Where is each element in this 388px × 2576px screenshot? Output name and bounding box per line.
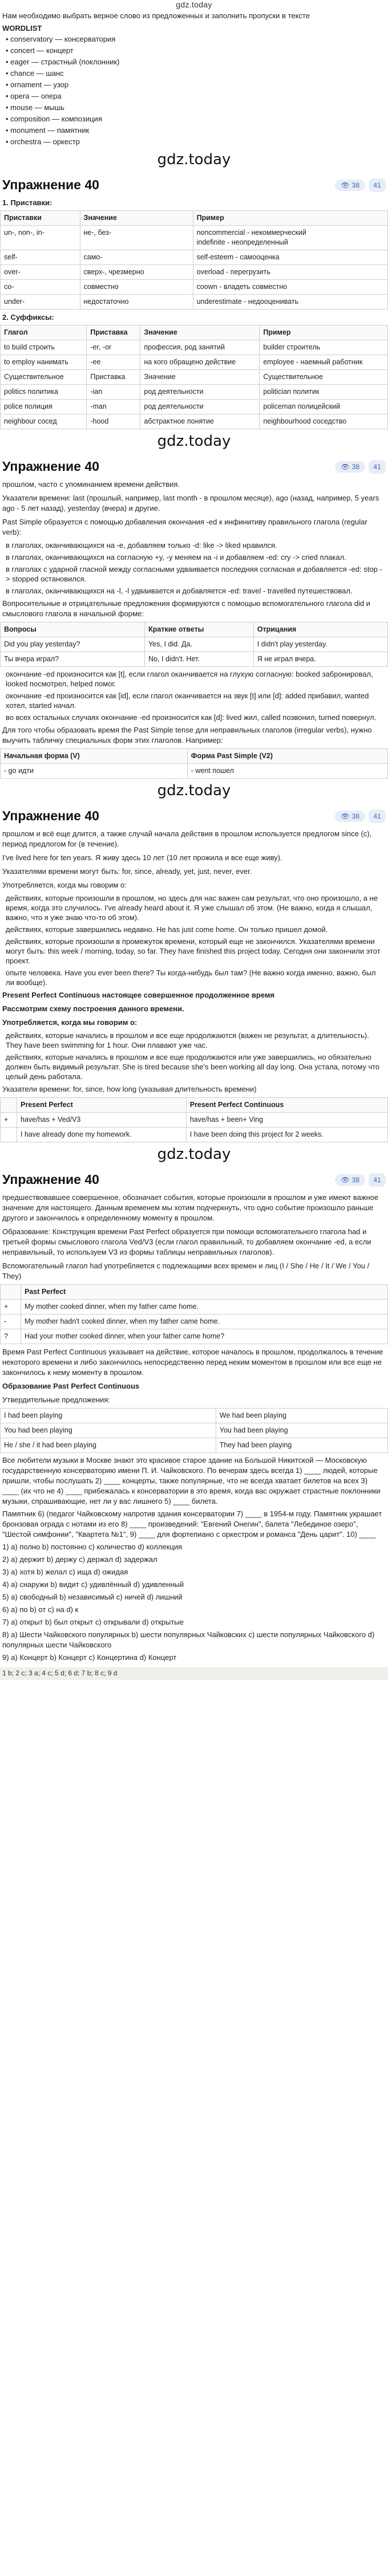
- intro: [0, 10, 388, 23]
- pp-p2: I've lived here for ten years. Я живу здесь 10 лет (10 лет прожила и все еще живу).: [2, 853, 282, 862]
- table-row: [1, 280, 388, 295]
- table-cell: Я не играл вчера.: [253, 652, 387, 667]
- answers-bar: [0, 1667, 388, 1680]
- share-button[interactable]: [369, 460, 386, 474]
- table-cell: род деятельности: [140, 385, 260, 400]
- ps-b6: окончание -ed произносится как [id], если глагол оканчивается на звук [t] или [d]: added прибавил, wanted хотел, started начал.: [6, 691, 369, 710]
- section-title: Упражнение 40: [2, 1172, 99, 1187]
- table-cell: overload - перегрузить: [193, 265, 387, 280]
- section-2: [0, 455, 388, 779]
- table-cell: -ee: [87, 355, 140, 370]
- column-header: Форма Past Simple (V2): [187, 749, 387, 764]
- wordlist-item: • opera — опера: [6, 91, 386, 102]
- table-cell: +: [1, 1300, 21, 1315]
- wordlist-item: • conservatory — консерватория: [6, 34, 386, 45]
- exercise-option: 9) a) Концерт b) Концерт c) Концертина d) Концерт: [2, 1653, 177, 1662]
- wordlist: [0, 32, 388, 149]
- table-cell: over-: [1, 265, 80, 280]
- wordlist-item: • orchestra — оркестр: [6, 136, 386, 148]
- table-row: [1, 637, 388, 652]
- wordlist-item: • eager — страстный (поклонник): [6, 56, 386, 68]
- views-badge[interactable]: [335, 811, 365, 822]
- exercise-option: 5) a) свободный b) независимый c) ничей d) лишний: [2, 1593, 183, 1601]
- table-cell: -: [1, 1315, 21, 1329]
- views-count: 38: [351, 812, 359, 820]
- table-row: [1, 385, 388, 400]
- table-cell: No, I didn't. Нет.: [145, 652, 254, 667]
- table-row: [1, 250, 388, 265]
- pf-p4: Время Past Perfect Continuous указывает на действие, которое началось в прошлом, продолжалось в течение некоторого времени и либо закончилось непосредственно перед неким моментом в прошлом или все еще не закончилось к нему моменту в прошлом.: [2, 1348, 383, 1377]
- section-tools: [335, 460, 386, 474]
- pp-b6: действиях, которые начались в прошлом и все еще продолжаются или уже завершились, но обязательно должен быть видимый результат. She is tired because she's been working all day long. Она устала, потому что целый день работала.: [6, 1053, 380, 1081]
- table-cell: My mother cooked dinner, when my father came home.: [21, 1300, 387, 1315]
- pp-b2: действиях, которые завершились недавно. He has just come home. Он только пришел домой.: [6, 925, 328, 934]
- exercise-option: 6) a) по b) от c) на d) к: [2, 1605, 79, 1614]
- wordlist-item: • chance — шанс: [6, 68, 386, 79]
- prefixes-table: [0, 210, 388, 310]
- table-cell: Yes, I did. Да.: [145, 637, 254, 652]
- table-cell: - go идти: [1, 764, 188, 779]
- table-row: [1, 1300, 388, 1315]
- exercise-text: [0, 1454, 388, 1541]
- table-cell: to employ нанимать: [1, 355, 87, 370]
- share-count: 41: [373, 462, 381, 471]
- exercise-option: 2) a) держит b) держу c) держал d) задержал: [2, 1555, 157, 1564]
- share-count: 41: [373, 812, 381, 820]
- table-row: [1, 340, 388, 355]
- table-row: [1, 1113, 388, 1128]
- table-row: [1, 400, 388, 414]
- wordlist-item: • composition — композиция: [6, 113, 386, 125]
- ps-p2: Указатели времени: last (прошлый, например, last month - в прошлом месяце), ago (назад, например, 5 years ago - 5 лет назад), yesterday (вчера) и другие.: [2, 494, 379, 512]
- table-cell: абстрактное понятие: [140, 414, 260, 429]
- wordlist-item: • ornament — узор: [6, 79, 386, 91]
- views-badge[interactable]: [335, 1174, 365, 1186]
- eye-icon: 👁: [341, 1175, 350, 1184]
- pf-p6: Утвердительные предложения:: [2, 1395, 110, 1404]
- column-header: Приставка: [87, 370, 140, 385]
- share-button[interactable]: [369, 809, 386, 823]
- section-header: [0, 174, 388, 196]
- views-count: 38: [351, 181, 359, 189]
- watermark: [0, 780, 388, 801]
- pp-p8: Указатели времени: for, since, how long (указывая длительность времени): [2, 1085, 257, 1093]
- ps-p4: Вопросительные и отрицательные предложения формируются с помощью вспомогательного глагола did и смыслового глагола в начальной форме:: [2, 599, 370, 618]
- table-cell: He / she / it had been playing: [1, 1438, 216, 1453]
- column-header: Существительное: [1, 370, 87, 385]
- column-header: Отрицания: [253, 622, 387, 637]
- table-cell: род деятельности: [140, 400, 260, 414]
- column-header: Past Perfect: [21, 1285, 387, 1300]
- section-title: Упражнение 40: [2, 459, 99, 474]
- section-4: [0, 1169, 388, 1664]
- table-row: [1, 355, 388, 370]
- table-cell: politician политик: [260, 385, 388, 400]
- table-row: [1, 265, 388, 280]
- suffixes-table: [0, 325, 388, 429]
- table-cell: under-: [1, 295, 80, 310]
- table-cell: I didn't play yesterday.: [253, 637, 387, 652]
- column-header: Краткие ответы: [145, 622, 254, 637]
- views-count: 38: [351, 462, 359, 471]
- column-header: Пример: [193, 211, 387, 226]
- section-title: Упражнение 40: [2, 808, 99, 823]
- column-header: Present Perfect Continuous: [186, 1098, 387, 1113]
- table-cell: They had been playing: [216, 1438, 387, 1453]
- table-cell: My mother hadn't cooked dinner, when my father came home.: [21, 1315, 387, 1329]
- section-header: [0, 455, 388, 478]
- table-cell: employee - наемный работник: [260, 355, 388, 370]
- irregular-table: [0, 748, 388, 779]
- column-header: [1, 1285, 21, 1300]
- table-row: [1, 414, 388, 429]
- prefixes-subtitle: 1. Приставки:: [2, 198, 52, 207]
- table-cell: +: [1, 1113, 17, 1128]
- pp-p1: прошлом и всё еще длится, а также случай начала действия в прошлом используется предлогом since (с), период предлогом for (в течение).: [2, 829, 372, 848]
- views-badge[interactable]: [335, 180, 365, 191]
- intro-text: Нам необходимо выбрать верное слово из предложенных и заполнить пропуски в тексте: [2, 11, 310, 20]
- section-3: [0, 805, 388, 1142]
- section-tools: [335, 178, 386, 192]
- table-row: [1, 1128, 388, 1142]
- eye-icon: 👁: [341, 812, 350, 820]
- table-cell: само-: [80, 250, 193, 265]
- table-cell: на кого обращено действие: [140, 355, 260, 370]
- table-row: [1, 226, 388, 250]
- pp-p7: Употребляется, когда мы говорим о:: [2, 1018, 138, 1027]
- ps-b2: в глаголах, оканчивающихся на согласную +y, -y меняем на -i и добавляем -ed: cry -> cried плакал.: [6, 553, 346, 561]
- section-header: [0, 805, 388, 827]
- table-cell: -hood: [87, 414, 140, 429]
- watermark-text: gdz.today: [157, 1146, 231, 1163]
- column-header: Глагол: [1, 325, 87, 340]
- table-cell: Ты вчера играл?: [1, 652, 145, 667]
- eye-icon: 👁: [341, 462, 350, 471]
- table-cell: neighbour сосед: [1, 414, 87, 429]
- pp-b1: действиях, которые произошли в прошлом, но здесь для нас важен сам результат, что оно произошло, а не время, когда это случилось. I've already heard about it. Я уже слышал об этом. (Не важно, когда я слышал, важно, что я уже знаю что-то об этом).: [6, 894, 378, 922]
- table-cell: You had been playing: [216, 1423, 387, 1438]
- pf-p2: Образование: Конструкция времени Past Perfect образуется при помощи вспомогательного глагола had и третьей формы смыслового глагола Ved/V3 (если глагол правильный, то добавляем окончание -ed, а если неправильный, то используем V3 из формы таблицы неправильных глаголов).: [2, 1227, 371, 1256]
- pf-p5: Образование Past Perfect Continuous: [2, 1382, 140, 1390]
- table-cell: совместно: [80, 280, 193, 295]
- table-row: [1, 370, 388, 385]
- table-cell: neighbourhood соседство: [260, 414, 388, 429]
- table-cell: underestimate - недооценивать: [193, 295, 387, 310]
- watermark-text: gdz.today: [157, 151, 231, 168]
- table-row: [1, 295, 388, 310]
- table-cell: politics политика: [1, 385, 87, 400]
- exercise-option: 1) a) полно b) постоянно c) количество d) коллекция: [2, 1543, 183, 1551]
- ps-b4: в глаголах, оканчивающихся на -l, -l удваивается и добавляется -ed: travel - travelled путешествовал.: [6, 587, 353, 595]
- table-row: [1, 1409, 388, 1423]
- pp-b4: опыте человека. Have you ever been there? Ты когда-нибудь был там? (Не важно когда именно, важно, был ли вообще).: [6, 968, 376, 987]
- column-header: Приставки: [1, 211, 80, 226]
- suffixes-subtitle: 2. Суффиксы:: [2, 313, 54, 322]
- table-cell: un-, non-, in-: [1, 226, 80, 250]
- wordlist-title: WORDLIST: [2, 24, 42, 32]
- table-cell: сверх-, чрезмерно: [80, 265, 193, 280]
- pp-table: [0, 1097, 388, 1142]
- site-brand[interactable]: gdz.today: [176, 0, 212, 9]
- table-row: [1, 652, 388, 667]
- pf-p1: предшествовавшее совершенное, обозначает события, которые произошли в прошлом и уже имеют важное значение для настоящего. Данным временем мы хотим подчеркнуть, что одно событие произошло раньше другого и закончилось к определенному моменту в прошлом.: [2, 1193, 379, 1222]
- watermark-text: gdz.today: [157, 433, 231, 450]
- column-header: Приставка: [87, 325, 140, 340]
- section-header: [0, 1169, 388, 1191]
- column-header: Значение: [140, 370, 260, 385]
- share-button[interactable]: [369, 1173, 386, 1187]
- ps-b1: в глаголах, оканчивающихся на -e, добавляем только -d: like -> liked нравился.: [6, 541, 277, 550]
- table-row: [1, 1423, 388, 1438]
- views-badge[interactable]: [335, 461, 365, 473]
- table-cell: -man: [87, 400, 140, 414]
- table-cell: noncommercial - некоммерческий indefinite - неопределенный: [193, 226, 387, 250]
- column-header: Пример: [260, 325, 388, 340]
- table-cell: I have already done my homework.: [17, 1128, 187, 1142]
- watermark: [0, 149, 388, 170]
- table-cell: I have been doing this project for 2 weeks.: [186, 1128, 387, 1142]
- table-cell: [1, 1128, 17, 1142]
- ps-b7: во всех остальных случаях окончание -ed произносится как [d]: lived жил, called позвонил, turned повернул.: [6, 713, 377, 722]
- exercise-paragraph: Все любители музыки в Москве знают это красивое старое здание на Большой Никитской — Московскую государственную консерваторию имени П. И. Чайковского. По вечерам здесь всегда 1) ____ людей, которые пришли, чтобы послушать 2) ____ концерты, также популярные, что не всегда хватает билетов на всех 3) ____ (их что не 4) ____ прибежалась к консерватории в это время, когда вас окружает страстные поклонники музыки, спрашивающие, нет ли у вас лишнего 5) ____ билета.: [2, 1456, 381, 1505]
- ps-p1: прошлом, часто с упоминанием времени действия.: [2, 480, 180, 489]
- watermark: [0, 1143, 388, 1165]
- watermark-text: gdz.today: [157, 782, 231, 799]
- ps-b3: в глаголах с ударной гласной между согласными удваивается последняя согласная и добавляется -ed: stop -> stopped остановился.: [6, 565, 382, 583]
- column-header: Вопросы: [1, 622, 145, 637]
- table-cell: не-, без-: [80, 226, 193, 250]
- pp-p4: Употребляется, когда мы говорим о:: [2, 881, 127, 889]
- table-cell: policeman полицейский: [260, 400, 388, 414]
- table-cell: police полиция: [1, 400, 87, 414]
- share-count: 41: [373, 1175, 381, 1184]
- table-cell: to build строить: [1, 340, 87, 355]
- table-row: [1, 1329, 388, 1344]
- wordlist-item: • concert — концерт: [6, 45, 386, 56]
- pf-p3: Вспомогательный глагол had употребляется с подлежащими всех времен и лиц (I / She / He / It / We / You / They): [2, 1261, 370, 1280]
- exercise-options: [0, 1541, 388, 1664]
- wordlist-item: • mouse — мышь: [6, 102, 386, 113]
- section-tools: [335, 809, 386, 823]
- exercise-paragraph: Памятник 6) (педагог Чайковскому напротив здания консерватории 7) ____ в 1954-м году. Памятник украшает бронзовая ограда с нотами из его 8) ____ произведений: "Евгений Онегин", балета "Лебединое озеро", "Шестой симфонии", "Квартета №1", 9) ____ для фортепиано с оркестром и романса "День царит". 10) ____: [2, 1509, 382, 1539]
- ps-p3: Past Simple образуется с помощью добавления окончания -ed к инфинитиву правильного глагола (regular verb):: [2, 518, 367, 536]
- column-header: Present Perfect: [17, 1098, 187, 1113]
- table-cell: have/has + been+ Ving: [186, 1113, 387, 1128]
- pp-b5: действиях, которые начались в прошлом и все еще продолжаются (важен не результат, а длительность). They have been swimming for 1 hour. Они плавают уже час.: [6, 1031, 369, 1049]
- column-header: [1, 1098, 17, 1113]
- eye-icon: 👁: [341, 181, 350, 189]
- table-cell: co-: [1, 280, 80, 295]
- wordlist-item: • monument — памятник: [6, 125, 386, 136]
- table-row: [1, 764, 388, 779]
- pp-p6: Рассмотрим схему построения данного времени.: [2, 1004, 184, 1013]
- table-cell: недостаточно: [80, 295, 193, 310]
- ps-p5: Для того чтобы образовать время the Past Simple tense для неправильных глаголов (irregular verbs), нужно выучить табличку специальных форм этих глаголов. Например:: [2, 726, 372, 744]
- column-header: Значение: [80, 211, 193, 226]
- exercise-option: 4) a) снаружи b) видит с) удивлённый d) удивленный: [2, 1580, 184, 1589]
- section-title: Упражнение 40: [2, 177, 99, 192]
- column-header: Существительное: [260, 370, 388, 385]
- table-cell: I had been playing: [1, 1409, 216, 1423]
- pp-p3: Указателями времени могут быть: for, since, already, yet, just, never, ever.: [2, 867, 252, 876]
- table-cell: builder строитель: [260, 340, 388, 355]
- pf-table: [0, 1284, 388, 1344]
- table-cell: coown - владеть совместно: [193, 280, 387, 295]
- table-cell: ?: [1, 1329, 21, 1344]
- exercise-option: 3) a) хотя b) желал c) ища d) ожидая: [2, 1568, 128, 1576]
- column-header: Значение: [140, 325, 260, 340]
- ps-questions-table: [0, 622, 388, 667]
- table-row: [1, 1438, 388, 1453]
- section-tools: [335, 1173, 386, 1187]
- table-cell: have/has + Ved/V3: [17, 1113, 187, 1128]
- table-cell: self-esteem - самооценка: [193, 250, 387, 265]
- exercise-option: 8) a) Шести Чайковского популярных b) шести популярных Чайковских c) шести популярных Чайковского d) популярных шести Чайковского: [2, 1630, 375, 1649]
- views-count: 38: [351, 1175, 359, 1184]
- share-button[interactable]: [369, 178, 386, 192]
- table-cell: You had been playing: [1, 1423, 216, 1438]
- ps-b5: окончание -ed произносится как [t], если глагол оканчивается на глухую согласную: booked забронировал, looked посмотрел, helped помог.: [6, 670, 373, 688]
- table-cell: We had been playing: [216, 1409, 387, 1423]
- answers-text: 1 b; 2 c; 3 a; 4 c; 5 d; 6 d; 7 b; 8 c; 9 d: [2, 1669, 118, 1677]
- exercise-option: 7) a) открыт b) был открыт с) открывали d) открытые: [2, 1618, 184, 1626]
- table-cell: Did you play yesterday?: [1, 637, 145, 652]
- share-count: 41: [373, 181, 381, 189]
- table-cell: - went пошел: [187, 764, 387, 779]
- section-1: [0, 174, 388, 429]
- table-cell: профессия, род занятий: [140, 340, 260, 355]
- table-cell: self-: [1, 250, 80, 265]
- table-cell: -ian: [87, 385, 140, 400]
- pp-b3: действиях, которые произошли в промежуток времени, который еще не закончился. Указателями времени могут быть: this week / morning, today, so far. They have finished this project today. Сегодня они закончили этот проект.: [6, 937, 381, 965]
- table-cell: -er, -or: [87, 340, 140, 355]
- pp-p5: Present Perfect Continuous настоящее совершенное продолженное время: [2, 991, 275, 999]
- table-row: [1, 1315, 388, 1329]
- watermark: [0, 430, 388, 452]
- pfc-table: [0, 1408, 388, 1453]
- column-header: Начальная форма (V): [1, 749, 188, 764]
- table-cell: Had your mother cooked dinner, when your father came home?: [21, 1329, 387, 1344]
